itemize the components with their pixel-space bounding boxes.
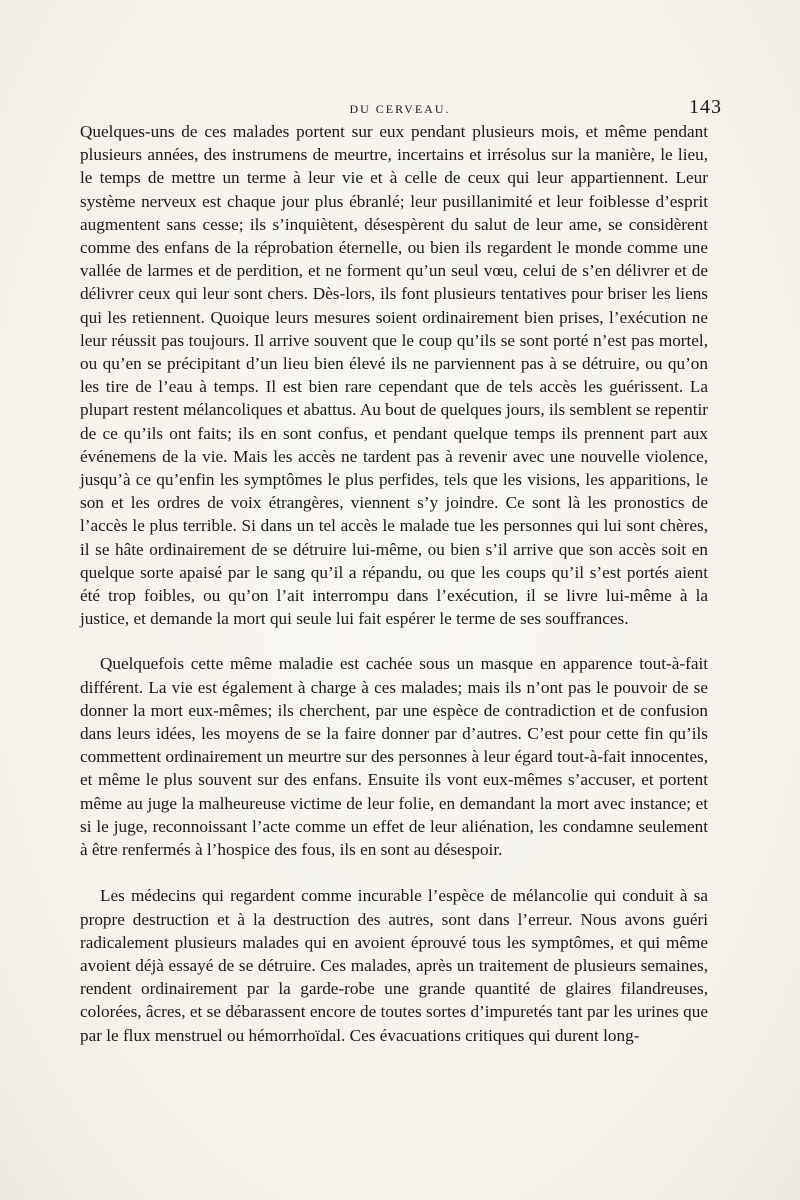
- running-head: DU CERVEAU.: [349, 102, 451, 116]
- page-header: [80, 98, 720, 118]
- body-text: [80, 120, 708, 1047]
- paragraph-3: Les médecins qui regardent comme incurable l’espèce de mélancolie qui conduit à sa propre destruction et à la destruction des autres, sont dans l’erreur. Nous avons guéri radicalement plusieurs malades qui en avoient éprouvé tous les symptômes, et qui même avoient déjà essayé de se détruire. Ces malades, après un traitement de plusieurs semaines, rendent ordinairement par la garde-robe une grande quantité de glaires filandreuses, colorées, âcres, et se débarassent encore de toutes sortes d’impuretés tant par les urines que par le flux menstruel ou hémorrhoïdal. Ces évacuations critiques qui durent long-: [80, 886, 708, 1045]
- paragraph-2: Quelquefois cette même maladie est cachée sous un masque en apparence tout-à-fait différent. La vie est également à charge à ces malades; mais ils n’ont pas le pouvoir de se donner la mort eux-mêmes; ils cherchent, par une espèce de contradiction et de confusion dans leurs idées, les moyens de se la faire donner par d’autres. C’est pour cette fin qu’ils commettent ordinairement un meurtre sur des personnes à leur égard tout-à-fait innocentes, et même le plus souvent sur des enfans. Ensuite ils vont eux-mêmes s’accuser, et portent même au juge la malheureuse victime de leur folie, en demandant la mort avec instance; et si le juge, reconnoissant l’acte comme un effet de leur aliénation, les condamne seulement à être renfermés à l’hospice des fous, ils en sont au désespoir.: [80, 654, 708, 860]
- page-number: 143: [689, 96, 722, 118]
- paragraph-1: Quelques-uns de ces malades portent sur eux pendant plusieurs mois, et même pendant plusieurs années, des instrumens de meurtre, incertains et irrésolus sur la manière, le lieu, le temps de mettre un terme à leur vie et à celle de ceux qui leur appartiennent. Leur système nerveux est chaque jour plus ébranlé; leur pusillanimité et leur foiblesse d’esprit augmentent sans cesse; ils s’inquiètent, désespèrent du salut de leur ame, se considèrent comme des enfans de la réprobation éternelle, ou bien ils regardent le monde comme une vallée de larmes et de perdition, et ne forment qu’un seul vœu, celui de s’en délivrer et de délivrer ceux qui leur sont chers. Dès-lors, ils font plusieurs tentatives pour briser les liens qui les retiennent. Quoique leurs mesures soient ordinairement bien prises, l’exécution ne leur réussit pas toujours. Il arrive souvent que le coup qu’ils se sont porté n’est pas mortel, ou qu’en se précipitant d’un lieu bien élevé ils ne parviennent pas à se détruire, ou qu’on les tire de l’eau à temps. Il est bien rare cependant que de tels accès les guérissent. La plupart restent mélancoliques et abattus. Au bout de quelques jours, ils semblent se repentir de ce qu’ils ont faits; ils en sont confus, et pendant quelque temps ils prennent part aux événemens de la vie. Mais les accès ne tardent pas à revenir avec une nouvelle violence, jusqu’à ce qu’enfin les symptômes le plus perfides, tels que les visions, les apparitions, le son et les ordres de voix étrangères, viennent s’y joindre. Ce sont là les pronostics de l’accès le plus terrible. Si dans un tel accès le malade tue les personnes qui lui sont chères, il se hâte ordinairement de se détruire lui-même, ou bien s’il arrive que son accès soit en quelque sorte apaisé par le sang qu’il a répandu, ou que les coups qu’il s’est portés aient été trop foibles, ou qu’on l’ait interrompu dans l’exécution, il se livre lui-même à la justice, et demande la mort qui seule lui fait espérer le terme de ses souffrances.: [80, 122, 708, 629]
